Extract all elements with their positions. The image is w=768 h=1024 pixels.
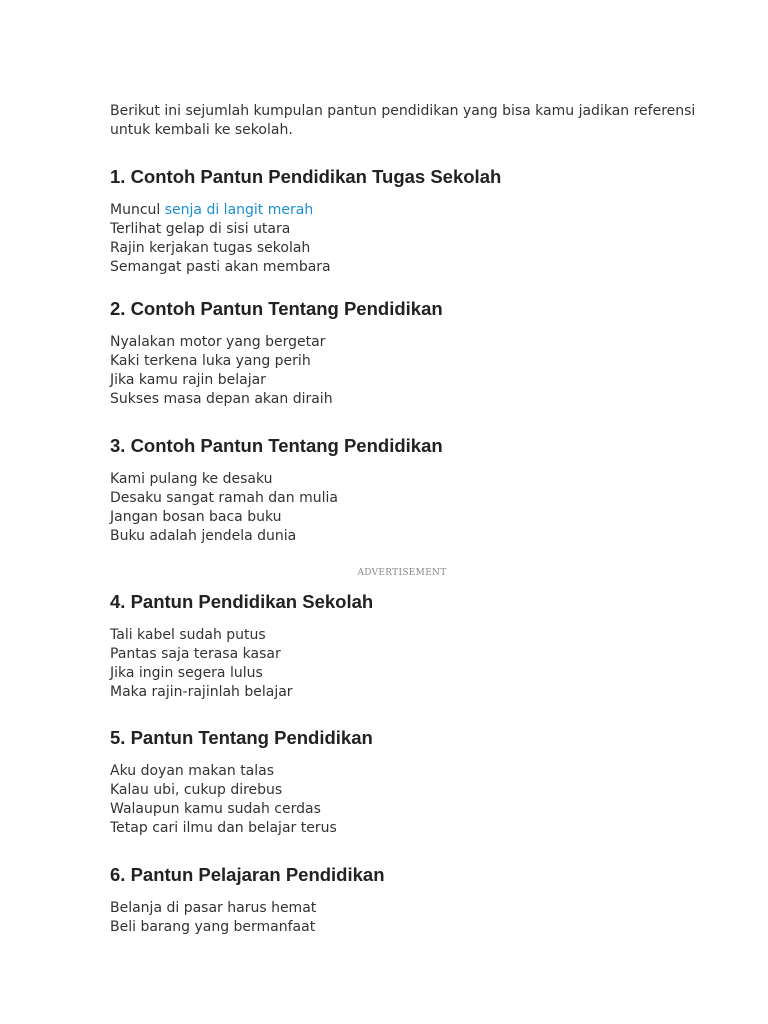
section-4-stanza (110, 626, 293, 702)
stanza-line: Buku adalah jendela dunia (110, 528, 297, 544)
stanza-line (110, 201, 331, 220)
stanza-line: Jika ingin segera lulus (110, 665, 263, 681)
stanza-line: Jangan bosan baca buku (110, 509, 282, 525)
section-3-title: 3. Contoh Pantun Tentang Pendidikan (110, 435, 443, 456)
section-6-stanza (110, 899, 316, 937)
stanza-line: Kaki terkena luka yang perih (110, 353, 311, 369)
stanza-line: Tali kabel sudah putus (110, 627, 266, 643)
section-1-title: 1. Contoh Pantun Pendidikan Tugas Sekolah (110, 166, 502, 187)
stanza-line: Kalau ubi, cukup direbus (110, 782, 283, 798)
stanza-line: Tetap cari ilmu dan belajar terus (110, 820, 337, 836)
stanza-line: Maka rajin-rajinlah belajar (110, 684, 293, 700)
stanza-line: Nyalakan motor yang bergetar (110, 334, 326, 350)
stanza-line: Belanja di pasar harus hemat (110, 900, 317, 916)
stanza-line-prefix: Muncul (110, 202, 165, 218)
stanza-line: Terlihat gelap di sisi utara (110, 221, 291, 237)
section-6-title: 6. Pantun Pelajaran Pendidikan (110, 864, 385, 885)
stanza-line: Aku doyan makan talas (110, 763, 275, 779)
senja-link[interactable]: senja di langit merah (164, 202, 314, 218)
stanza-line: Kami pulang ke desaku (110, 471, 273, 487)
stanza-line: Desaku sangat ramah dan mulia (110, 490, 338, 506)
stanza-line: Sukses masa depan akan diraih (110, 391, 333, 407)
advertisement-label: ADVERTISEMENT (357, 568, 447, 578)
stanza-line: Pantas saja terasa kasar (110, 646, 281, 662)
section-3-stanza (110, 470, 338, 546)
section-5-title: 5. Pantun Tentang Pendidikan (110, 727, 373, 748)
stanza-line: Semangat pasti akan membara (110, 259, 331, 275)
stanza-line: Walaupun kamu sudah cerdas (110, 801, 321, 817)
section-2-title: 2. Contoh Pantun Tentang Pendidikan (110, 298, 443, 319)
stanza-line: Rajin kerjakan tugas sekolah (110, 240, 311, 256)
section-5-stanza (110, 762, 337, 838)
section-1-stanza (110, 201, 331, 277)
intro-paragraph: Berikut ini sejumlah kumpulan pantun pendidikan yang bisa kamu jadikan referensi untuk kembali ke sekolah. (110, 103, 696, 138)
stanza-line: Jika kamu rajin belajar (110, 372, 266, 388)
section-4-title: 4. Pantun Pendidikan Sekolah (110, 591, 374, 612)
stanza-line: Beli barang yang bermanfaat (110, 919, 316, 935)
section-2-stanza (110, 333, 333, 409)
